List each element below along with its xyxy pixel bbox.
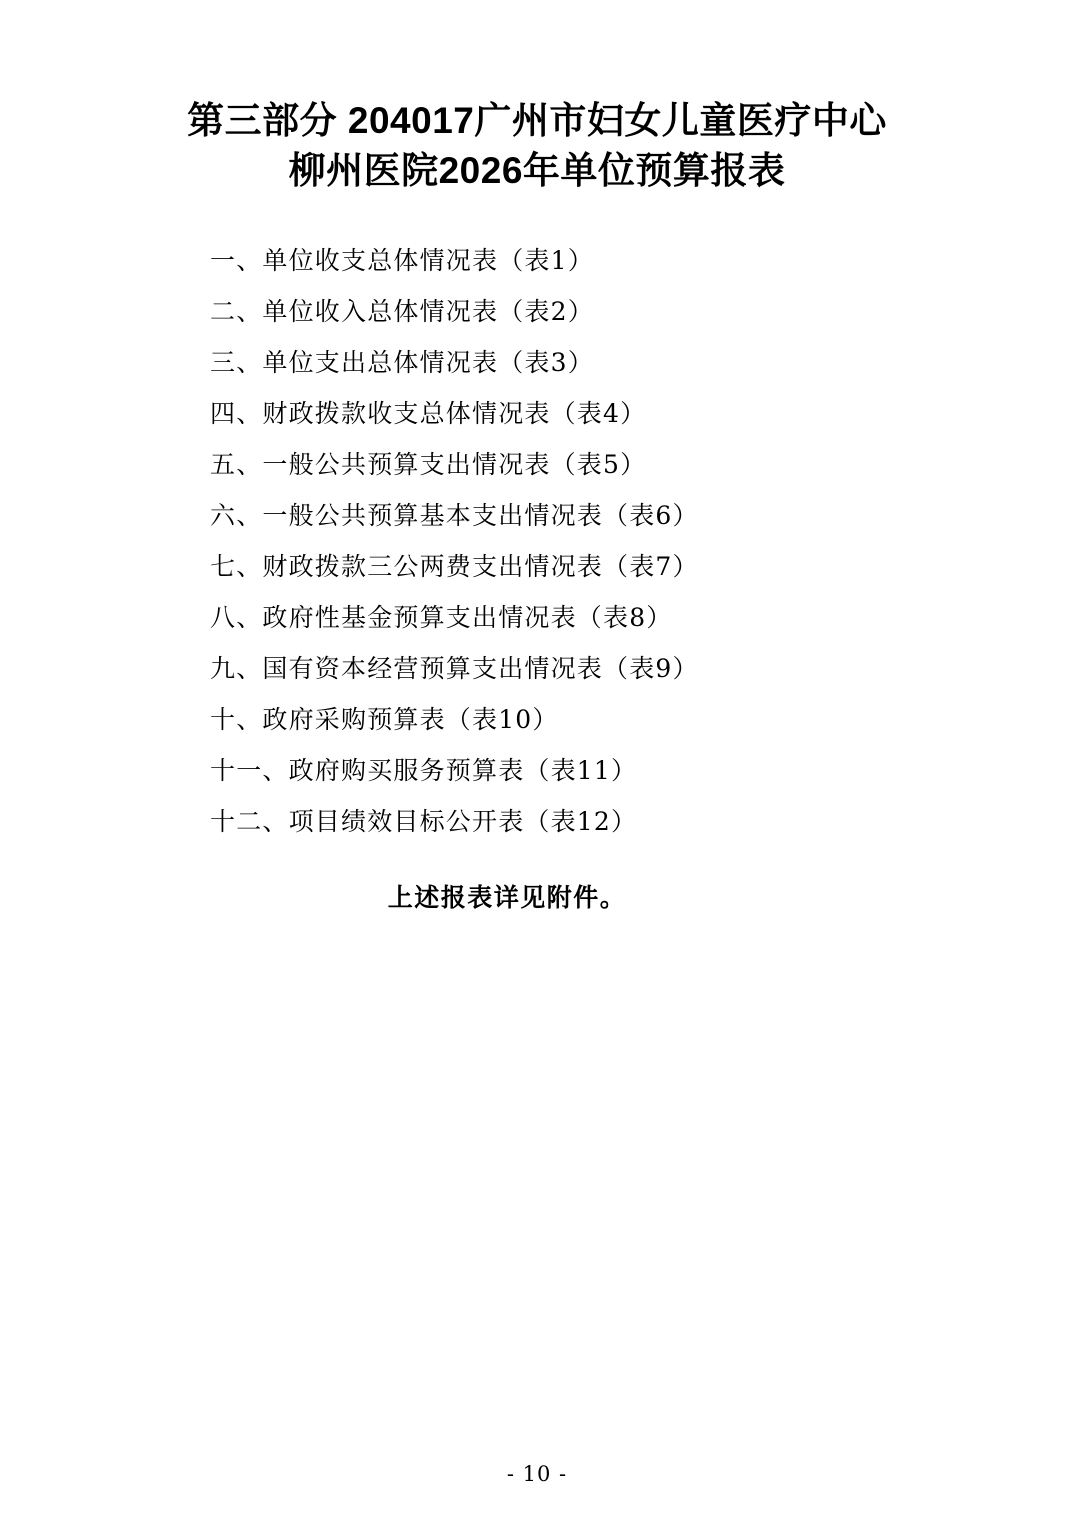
- list-item: 十二、项目绩效目标公开表（表12）: [210, 806, 638, 836]
- list-item: 九、国有资本经营预算支出情况表（表9）: [210, 653, 699, 683]
- page-number: - 10 -: [506, 1462, 568, 1486]
- page-title-line-2: 柳州医院2026年单位预算报表: [288, 149, 786, 191]
- list-item: 二、单位收入总体情况表（表2）: [210, 296, 594, 326]
- list-item: 十、政府采购预算表（表10）: [210, 704, 559, 734]
- list-item: 七、财政拨款三公两费支出情况表（表7）: [210, 551, 699, 581]
- attachment-note: 上述报表详见附件。: [387, 882, 627, 912]
- list-item: 四、财政拨款收支总体情况表（表4）: [210, 398, 647, 428]
- list-item: 十一、政府购买服务预算表（表11）: [210, 755, 638, 785]
- page-title-line-1: 第三部分 204017广州市妇女儿童医疗中心: [187, 100, 887, 141]
- list-item: 六、一般公共预算基本支出情况表（表6）: [210, 500, 699, 530]
- table-of-contents: [0, 245, 1074, 836]
- list-item: 三、单位支出总体情况表（表3）: [210, 347, 594, 377]
- list-item: 五、一般公共预算支出情况表（表5）: [210, 449, 647, 479]
- list-item: 一、单位收支总体情况表（表1）: [210, 245, 594, 275]
- list-item: 八、政府性基金预算支出情况表（表8）: [210, 602, 673, 632]
- page-title: [0, 0, 1074, 196]
